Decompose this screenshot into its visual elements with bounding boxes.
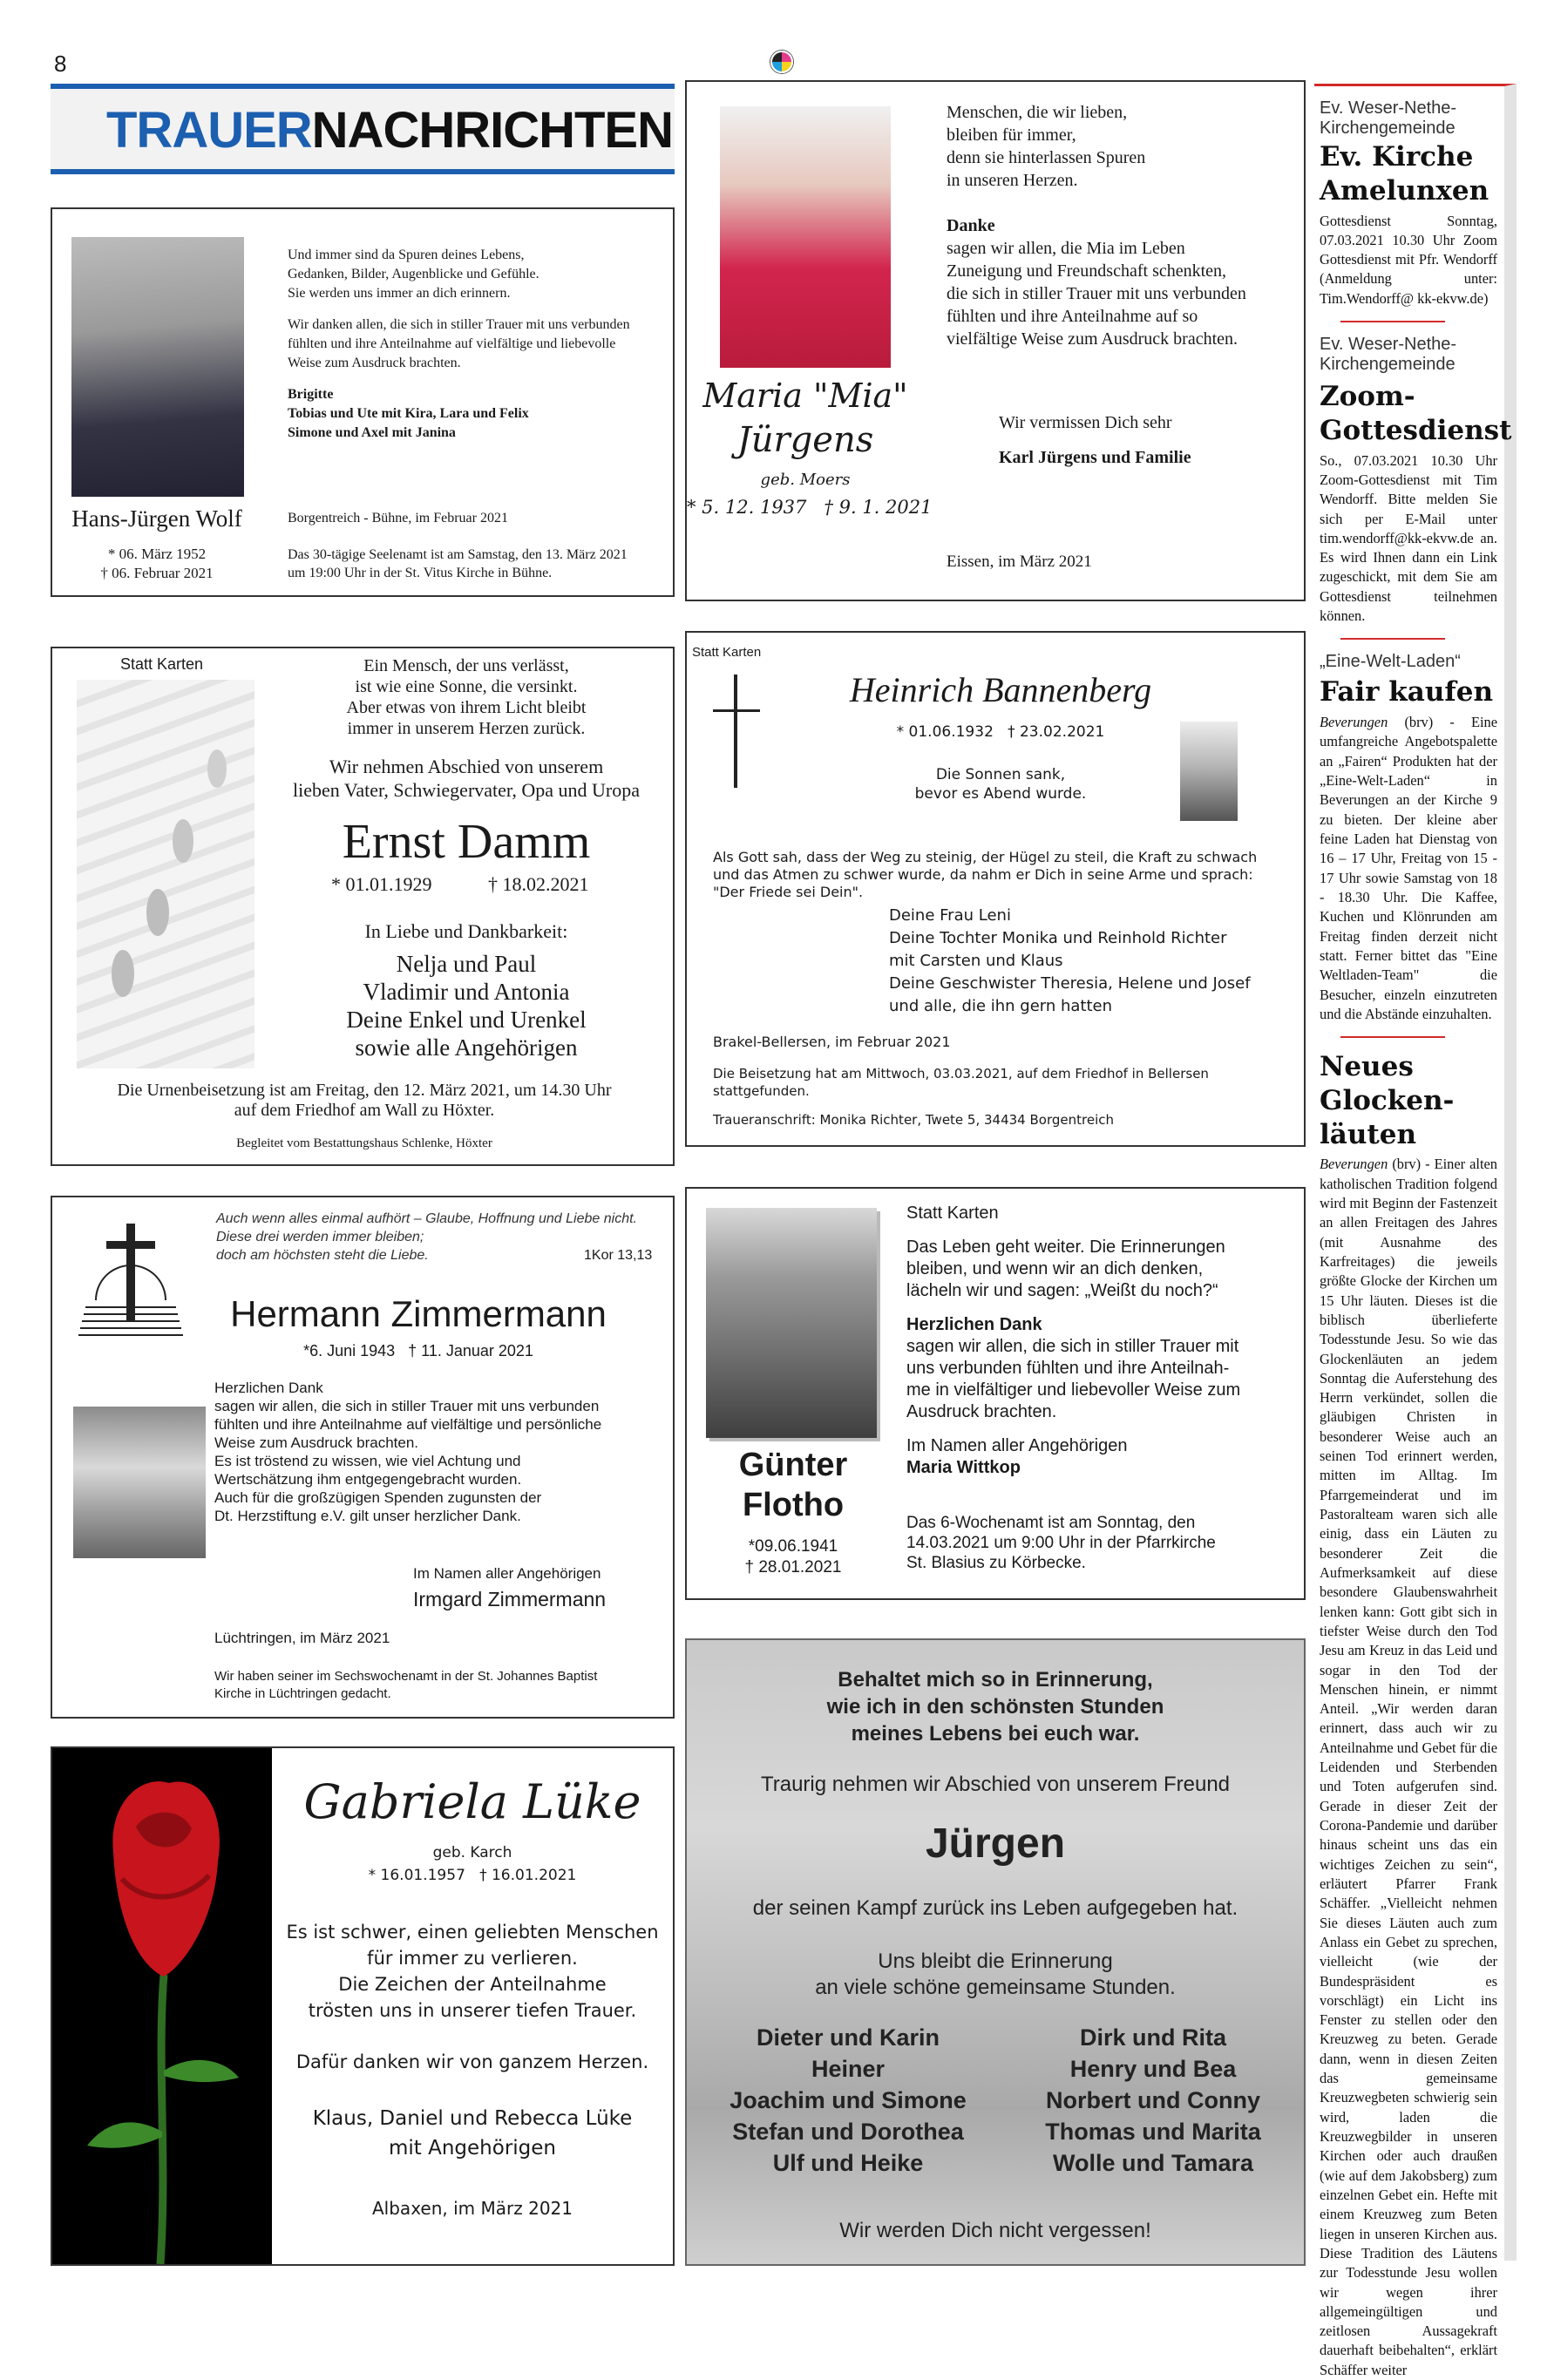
flotho-born: *09.06.1941 — [748, 1537, 838, 1556]
damm-born: * 01.01.1929 — [331, 873, 432, 895]
juergens-family: Karl Jürgens und Familie — [999, 448, 1191, 467]
bannenberg-family-4: Deine Geschwister Theresia, Helene und Josef — [889, 974, 1251, 993]
footprint-a — [112, 950, 134, 997]
sidebar-c-head: Fair kaufen — [1320, 676, 1494, 709]
rose-icon — [52, 1748, 272, 2264]
damm-poem-3: Aber etwas von ihrem Licht bleibt — [346, 698, 587, 717]
notice-juergens — [685, 80, 1306, 601]
sidebar-rule-2 — [1340, 638, 1445, 640]
sidebar-c-body — [1320, 713, 1497, 1024]
bannenberg-family-3: mit Carsten und Klaus — [889, 952, 1063, 970]
juergens-miss: Wir vermissen Dich sehr — [999, 413, 1172, 432]
header-band — [51, 84, 675, 174]
lueke-dates: * 16.01.1957 † 16.01.2021 — [368, 1867, 577, 1884]
juergens-dates: * 5. 12. 1937 † 9. 1. 2021 — [687, 497, 933, 518]
juergens-thanks-2: Zuneigung und Freundschaft schenkten, — [947, 261, 1227, 281]
damm-farewell-2: lieben Vater, Schwiegervater, Opa und Uropa — [293, 779, 640, 801]
bannenberg-burial — [713, 1065, 1209, 1100]
juergens-name1: Maria "Mia" — [702, 376, 908, 415]
bannenberg-family-5: und alle, die ihn gern hatten — [889, 997, 1113, 1015]
juergens-poem-2: bleiben für immer, — [947, 125, 1076, 145]
flotho-thanks-4: Ausdruck brachten. — [906, 1402, 1057, 1421]
juergen-poem-1: Behaltet mich so in Erinnerung, — [838, 1668, 1153, 1692]
flotho-thanks-1: sagen wir allen, die sich in stiller Trauer mit — [906, 1337, 1239, 1356]
sidebar-b-section: Ev. Weser-Nethe-Kirchengemeinde — [1320, 335, 1457, 375]
lueke-nee: geb. Karch — [432, 1844, 512, 1861]
portrait-bannenberg — [1180, 722, 1238, 821]
sidebar-d-text: (brv) - Einer alten katholischen Tradition folgend wird mit Beginn der Fastenzeit an allen Freitagen des Jahres (mit Ausnahme des Karfreitages) die jeweils größte Glocke der Kirchen um 15 Uhr läuten. Dieses ist die biblisch überlieferte Todesstunde Jesu. So wie das Glockenläuten an jedem Sonntag die Auferstehung des Herrn verkündet, sollen die gläubigen Christen in besonderer Weise auch an seinen Tod erinnert werden, mitten im Alltag. Im Pfarrgemeinderat und im Pastoralteam waren sich alle einig, dass ein Läuten zu besonderer Zeit die Aufmerksamkeit auf diese besondere Glaubenswahrheit lenken kann: Gott gibt sich in tiefster Weise durch den Tod Jesu am Kreuz in das Leid und sogar in den Tod der Menschen hinein, er nimmt Anteil. „Wir werden daran erinnert, dass auch wir zu Anteilnahme und Gebet für die Leidenden und Sterbenden und Toten aufgerufen sind. Gerade in dieser Zeit der Corona-Pandemie und darüber hinaus scheint uns das ein wichtiges Zeichen zu sein“, erläutert Pfarrer Frank Schäffer. „Vielleicht nehmen Sie dieses Läuten auch zum Anlass ein Gebet zu sprechen, vielleicht (wie der Bundespräsident es vorschlägt) ein Licht ins Fenster zu stellen oder den Kreuzweg zu beten. Gerade dann, wenn in diesen Zeiten das gemeinsame Kreuzwegbeten schwierig sein wird, laden die Kreuzwegbilder in unseren Kirchen oder auch draußen (wie auf dem Jakobsberg) zum einzelnen Gebet ein. Hefte mit einem Kreuzweg zum Beten liegen in unseren Kirchen aus. Diese Tradition des Läutens zur Todesstunde Jesu wollen wir wegen ihrer allgemeingültigen und zeitlosen Aussagekraft dauerhaft beibehalten“, erklärt Schäffer weiter — [1320, 1156, 1497, 2378]
portrait-zimmermann — [73, 1407, 206, 1558]
juergen-poem-3: meines Lebens bei euch war. — [851, 1722, 1140, 1746]
flotho-poem-2: bleiben, und wenn wir an dich denken, — [906, 1259, 1204, 1278]
bannenberg-statt: Statt Karten — [692, 645, 762, 660]
page-number: 8 — [54, 51, 67, 77]
footprints-image — [77, 680, 254, 1068]
juergen-poem-2: wie ich in den schönsten Stunden — [826, 1695, 1164, 1719]
notice-juergen — [685, 1638, 1306, 2266]
lueke-family-1: Klaus, Daniel und Rebecca Lüke — [312, 2107, 633, 2130]
zimmermann-mass-1: Wir haben seiner im Sechswochenamt in der St. Johannes Baptist — [214, 1669, 598, 1684]
zimmermann-thanks-3: fühlten und ihre Anteilnahme auf vielfältige und persönliche — [214, 1416, 602, 1433]
zimmermann-mass — [214, 1668, 597, 1703]
wolf-thanks-2: fühlten und ihre Anteilnahme auf vielfältige und liebevolle — [288, 336, 616, 351]
juergens-name2: Jürgens — [736, 420, 874, 460]
wolf-mass — [288, 546, 628, 582]
bannenberg-name: Heinrich Bannenberg — [849, 670, 1152, 709]
juergen-friend-r3: Norbert und Conny — [1046, 2087, 1260, 2113]
sidebar-d-lead: Beverungen — [1320, 1156, 1388, 1173]
juergen-friend-r1: Dirk und Rita — [1079, 2024, 1226, 2051]
section-title-trauer: TRAUER — [106, 102, 312, 159]
zimmermann-quote-1: Auch wenn alles einmal aufhört – Glaube, Hoffnung und Liebe nicht. — [216, 1211, 637, 1226]
damm-family-3: Deine Enkel und Urenkel — [346, 1007, 587, 1033]
sidebar-rule-3 — [1340, 1036, 1445, 1038]
wolf-family-3: Simone und Axel mit Janina — [288, 425, 456, 440]
portrait-juergens — [720, 106, 891, 368]
lueke-family — [272, 2104, 673, 2163]
wolf-thanks-1: Wir danken allen, die sich in stiller Trauer mit uns verbunden — [288, 317, 630, 332]
zimmermann-behalf: Im Namen aller Angehörigen — [413, 1565, 601, 1582]
lueke-text-2: für immer zu verlieren. — [367, 1948, 578, 1969]
wolf-place: Borgentreich - Bühne, im Februar 2021 — [288, 511, 508, 525]
rose-image — [52, 1748, 272, 2264]
bannenberg-burial-2: stattgefunden. — [713, 1083, 810, 1099]
section-title-nachrichten: NACHRICHTEN — [311, 102, 673, 159]
sidebar-d-head: Neues Glocken-läuten — [1320, 1051, 1455, 1150]
footprint-c — [173, 819, 193, 863]
bannenberg-family-1: Deine Frau Leni — [889, 906, 1011, 925]
damm-poem-4: immer in unserem Herzen zurück. — [347, 719, 586, 738]
zimmermann-thanks-4: Weise zum Ausdruck brachten. — [214, 1434, 419, 1451]
damm-poem-1: Ein Mensch, der uns verlässt, — [363, 656, 569, 675]
damm-statt: Statt Karten — [120, 655, 204, 673]
bannenberg-sun-2: bevor es Abend wurde. — [914, 785, 1087, 803]
wolf-name: Hans-Jürgen Wolf — [71, 505, 242, 532]
zimmermann-thanks-5: Es ist tröstend zu wissen, wie viel Achtung und — [214, 1453, 521, 1469]
damm-poem — [270, 655, 662, 739]
damm-urn — [61, 1081, 668, 1121]
zimmermann-ref: 1Kor 13,13 — [584, 1248, 653, 1263]
juergens-thanks-3: die sich in stiller Trauer mit uns verbunden — [947, 284, 1246, 303]
juergens-place: Eissen, im März 2021 — [947, 553, 1092, 571]
damm-undertaker: Begleitet vom Bestattungshaus Schlenke, Höxter — [236, 1136, 492, 1150]
sidebar-c-lead: Beverungen — [1320, 714, 1388, 731]
juergen-memory-1: Uns bleibt die Erinnerung — [878, 1949, 1113, 1973]
zimmermann-name: Hermann Zimmermann — [230, 1293, 607, 1334]
damm-name: Ernst Damm — [342, 815, 591, 869]
bannenberg-sun — [809, 765, 1192, 804]
juergens-poem-1: Menschen, die wir lieben, — [947, 103, 1128, 122]
wolf-mass-1: Das 30-tägige Seelenamt ist am Samstag, den 13. März 2021 — [288, 547, 628, 562]
footprint-b — [146, 889, 169, 936]
bannenberg-family-2: Deine Tochter Monika und Reinhold Richter — [889, 929, 1227, 947]
zimmermann-quote-3: doch am höchsten steht die Liebe. — [216, 1248, 429, 1263]
wolf-born: * 06. März 1952 — [107, 546, 207, 562]
portrait-flotho — [706, 1208, 877, 1438]
damm-farewell — [270, 755, 662, 802]
flotho-signer: Maria Wittkop — [906, 1458, 1021, 1477]
damm-poem-2: ist wie eine Sonne, die versinkt. — [355, 677, 578, 696]
sidebar-c-section: „Eine-Welt-Laden“ — [1320, 652, 1461, 672]
juergen-friends-left — [704, 2022, 992, 2179]
flotho-name1: Günter — [738, 1447, 848, 1483]
notice-damm — [51, 647, 675, 1166]
lueke-text-3: Die Zeichen der Anteilnahme — [338, 1974, 607, 1995]
flotho-thanks-2: uns verbunden fühlten und ihre Anteilnah- — [906, 1359, 1230, 1378]
bannenberg-text-2: und das Atmen zu schwer wurde, da nahm er Dich in seine Arme und sprach: — [713, 866, 1253, 883]
wolf-poem-1: Und immer sind da Spuren deines Lebens, — [288, 247, 525, 262]
juergens-poem-3: denn sie hinterlassen Spuren — [947, 148, 1146, 167]
zimmermann-thanks-6: Wertschätzung ihm entgegengebracht wurden. — [214, 1471, 522, 1488]
wolf-thanks-3: Weise zum Ausdruck brachten. — [288, 356, 461, 370]
sidebar-d-body — [1320, 1155, 1497, 2380]
wolf-family-2: Tobias und Ute mit Kira, Lara und Felix — [288, 406, 529, 421]
damm-family-2: Vladimir und Antonia — [363, 979, 570, 1005]
damm-farewell-1: Wir nehmen Abschied von unserem — [329, 756, 604, 777]
flotho-name2: Flotho — [742, 1487, 845, 1523]
footprint-d — [207, 749, 227, 788]
damm-family-1: Nelja und Paul — [396, 951, 537, 977]
portrait-wolf — [71, 237, 244, 497]
damm-love: In Liebe und Dankbarkeit: — [364, 920, 568, 942]
damm-urn-2: auf dem Friedhof am Wall zu Höxter. — [234, 1101, 495, 1120]
juergen-name: Jürgen — [925, 1821, 1066, 1867]
flotho-died: † 28.01.2021 — [744, 1558, 842, 1576]
lueke-place: Albaxen, im März 2021 — [372, 2198, 573, 2219]
bannenberg-text — [713, 849, 1302, 901]
bannenberg-address: Traueranschrift: Monika Richter, Twete 5, 34434 Borgentreich — [713, 1112, 1114, 1128]
flotho-thanks-3: me in vielfältiger und liebevoller Weise zum — [906, 1380, 1241, 1400]
zimmermann-thanks-2: sagen wir allen, die sich in stiller Trauer mit uns verbunden — [214, 1398, 600, 1414]
juergens-thanks-5: vielfältige Weise zum Ausdruck brachten. — [947, 329, 1238, 349]
juergen-friend-l2: Heiner — [811, 2056, 886, 2082]
zimmermann-thanks-1: Herzlichen Dank — [214, 1380, 323, 1396]
zimmermann-dates: *6. Juni 1943 † 11. Januar 2021 — [303, 1342, 533, 1360]
juergens-poem-4: in unseren Herzen. — [947, 171, 1078, 190]
damm-family — [270, 950, 662, 1061]
juergen-closing: Wir werden Dich nicht vergessen! — [839, 2219, 1151, 2242]
section-title — [106, 101, 673, 159]
notice-lueke — [51, 1746, 675, 2266]
juergen-memory-2: an viele schöne gemeinsame Stunden. — [815, 1976, 1176, 1999]
wolf-poem-3: Sie werden uns immer an dich erinnern. — [288, 286, 511, 301]
sidebar-b-head: Zoom-Gottesdienst — [1320, 381, 1512, 446]
bannenberg-place: Brakel-Bellersen, im Februar 2021 — [713, 1034, 951, 1050]
juergen-friend-r5: Wolle und Tamara — [1052, 2150, 1254, 2176]
registration-mark — [770, 51, 793, 73]
juergen-memory — [687, 1949, 1304, 2001]
juergens-nee: geb. Moers — [760, 471, 851, 489]
zimmermann-place: Lüchtringen, im März 2021 — [214, 1630, 390, 1646]
notice-flotho — [685, 1187, 1306, 1600]
juergen-poem — [687, 1666, 1304, 1747]
juergen-friend-l1: Dieter und Karin — [756, 2024, 940, 2051]
sidebar-a-text: Gottesdienst Sonntag, 07.03.2021 10.30 Uhr Zoom Gottesdienst mit Pfr. Wendorff (Anmeldung unter: Tim.Wendorff@ kk-ekvw.de) — [1320, 212, 1497, 307]
wolf-text — [288, 246, 671, 443]
damm-family-4: sowie alle Angehörigen — [355, 1034, 578, 1061]
sidebar-a-section: Ev. Weser-Nethe-Kirchengemeinde — [1320, 98, 1457, 138]
lueke-family-2: mit Angehörigen — [388, 2137, 556, 2160]
lueke-name: Gabriela Lüke — [303, 1774, 641, 1829]
zimmermann-mass-2: Kirche in Lüchtringen gedacht. — [214, 1686, 391, 1701]
damm-urn-1: Die Urnenbeisetzung ist am Freitag, den 12. März 2021, um 14.30 Uhr — [117, 1081, 612, 1100]
flotho-mass — [906, 1513, 1299, 1573]
juergen-friend-r2: Henry und Bea — [1069, 2056, 1237, 2082]
bannenberg-sun-1: Die Sonnen sank, — [935, 766, 1066, 783]
flotho-mass-1: Das 6-Wochenamt ist am Sonntag, den — [906, 1514, 1196, 1532]
sidebar-rule-1 — [1340, 321, 1445, 322]
flotho-behalf: Im Namen aller Angehörigen — [906, 1436, 1128, 1455]
juergens-thanks-title: Danke — [947, 216, 995, 235]
juergen-fight: der seinen Kampf zurück ins Leben aufgegeben hat. — [752, 1896, 1238, 1920]
cross-sunrise-icon — [77, 1222, 185, 1344]
flotho-text — [906, 1203, 1299, 1491]
wolf-died: † 06. Februar 2021 — [100, 565, 214, 581]
bannenberg-burial-1: Die Beisetzung hat am Mittwoch, 03.03.2021, auf dem Friedhof in Bellersen — [713, 1066, 1209, 1082]
zimmermann-thanks — [214, 1379, 668, 1525]
juergens-text — [947, 101, 1295, 350]
notice-bannenberg — [685, 631, 1306, 1147]
juergen-friend-l4: Stefan und Dorothea — [732, 2119, 964, 2145]
lueke-text-1: Es ist schwer, einen geliebten Menschen — [286, 1922, 659, 1943]
flotho-thanks-title: Herzlichen Dank — [906, 1315, 1042, 1334]
notice-wolf — [51, 207, 675, 597]
lueke-thanks: Dafür danken wir von ganzem Herzen. — [295, 2051, 649, 2072]
wolf-mass-2: um 19:00 Uhr in der St. Vitus Kirche in Bühne. — [288, 566, 553, 580]
notice-zimmermann — [51, 1196, 675, 1719]
flotho-poem-3: lächeln wir und sagen: „Weißt du noch?“ — [906, 1281, 1218, 1300]
lueke-text — [272, 1919, 673, 2024]
bannenberg-family — [889, 905, 1299, 1018]
wolf-family-1: Brigitte — [288, 387, 334, 402]
juergens-thanks-1: sagen wir allen, die Mia im Leben — [947, 239, 1185, 258]
flotho-mass-3: St. Blasius zu Körbecke. — [906, 1554, 1086, 1572]
damm-died: † 18.02.2021 — [488, 873, 589, 895]
bannenberg-text-3: "Der Friede sei Dein". — [713, 884, 864, 900]
juergen-friend-l5: Ulf und Heike — [772, 2150, 924, 2176]
juergen-friends-right — [1009, 2022, 1297, 2179]
sidebar — [1314, 84, 1517, 2378]
bannenberg-text-1: Als Gott sah, dass der Weg zu steinig, der Hügel zu steil, die Kraft zu schwach — [713, 849, 1258, 865]
wolf-poem-2: Gedanken, Bilder, Augenblicke und Gefühle. — [288, 267, 539, 281]
zimmermann-quote-2: Diese drei werden immer bleiben; — [216, 1230, 424, 1244]
sidebar-c-text: (brv) - Eine umfangreiche Angebotspalette an „Fairen“ Produkten hat der „Eine-Welt-Laden“ in Beverungen an der Kirche 9 zu bieten. Der kleine aber feine Laden hat Dienstag von 16 – 17 Uhr, Freitag von 15 - 17 Uhr sowie Samstag von 18 - 18.30 Uhr. Die Kaffee, Kuchen und Klönrunden am Freitag finden derzeit nicht statt. Ferner bittet das "Eine Weltladen-Team" die Besucher, einzeln einzutreten und die Abstände einzuhalten. — [1320, 714, 1497, 1022]
zimmermann-signer: Irmgard Zimmermann — [413, 1588, 607, 1610]
sidebar-a-head: Ev. Kirche Amelunxen — [1320, 141, 1490, 207]
flotho-statt: Statt Karten — [906, 1204, 999, 1223]
lueke-text-4: trösten uns in unserer tiefen Trauer. — [308, 2000, 637, 2021]
zimmermann-thanks-7: Auch für die großzügigen Spenden zugunsten der — [214, 1489, 542, 1506]
sidebar-b-text: So., 07.03.2021 10.30 Uhr Zoom-Gottesdienst mit Tim Wendorff. Bitte melden Sie sich per E-Mail unter tim.wendorff@kk-ekvw.de an. Es wird Ihnen dann ein Link zugeschickt, mit dem Sie am Gottesdienst teilnehmen können. — [1320, 451, 1497, 625]
juergens-thanks-4: fühlten und ihre Anteilnahme auf so — [947, 307, 1198, 326]
flotho-poem-1: Das Leben geht weiter. Die Erinnerungen — [906, 1237, 1225, 1257]
bannenberg-dates: * 01.06.1932 † 23.02.2021 — [896, 723, 1105, 741]
flotho-mass-2: 14.03.2021 um 9:00 Uhr in der Pfarrkirche — [906, 1534, 1216, 1552]
zimmermann-thanks-8: Dt. Herzstiftung e.V. gilt unser herzlicher Dank. — [214, 1508, 521, 1524]
juergen-friend-l3: Joachim und Simone — [729, 2087, 967, 2113]
juergen-farewell: Traurig nehmen wir Abschied von unserem Freund — [760, 1773, 1231, 1796]
juergen-friend-r4: Thomas und Marita — [1045, 2119, 1261, 2145]
